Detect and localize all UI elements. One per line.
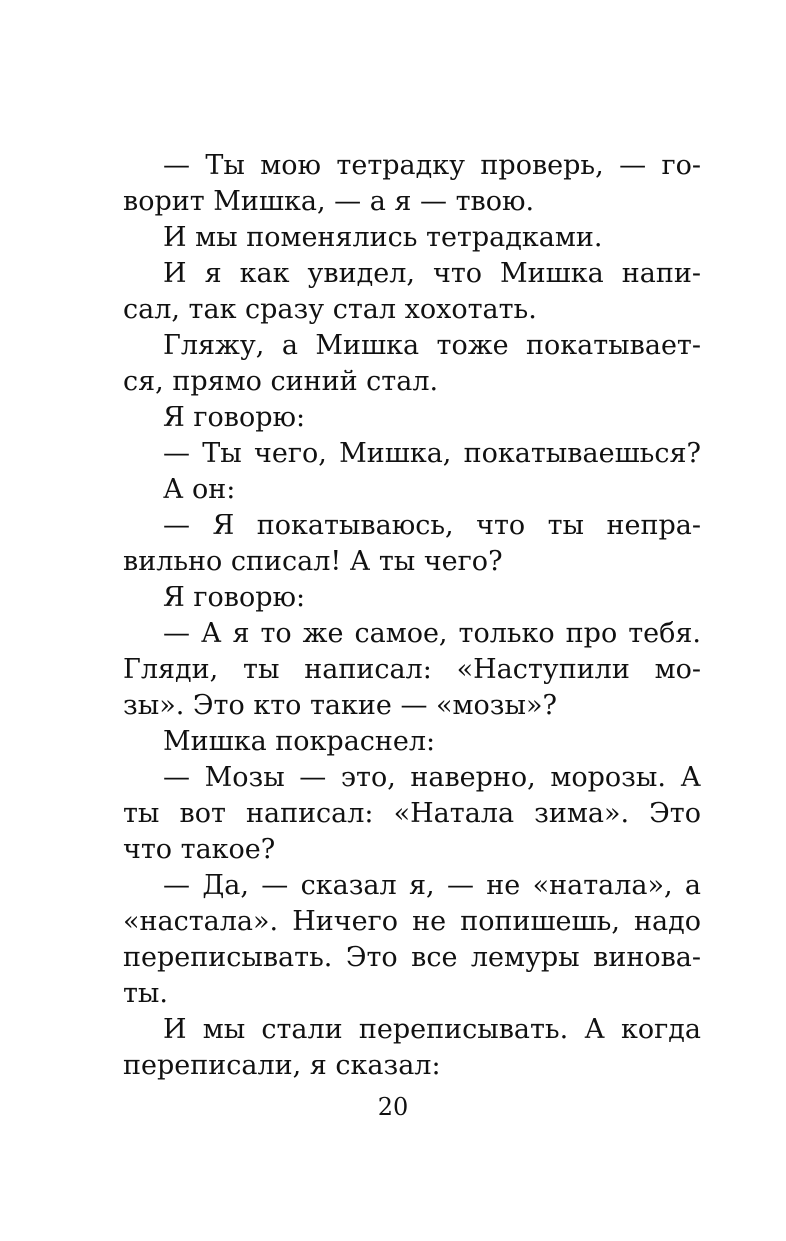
text-line: Мишка покраснел: bbox=[163, 726, 436, 757]
text-line: ворит Мишка, — а я — твою. bbox=[123, 186, 535, 217]
text-line: переписывать. Это все лемуры винова- bbox=[123, 942, 701, 973]
text-line: Я говорю: bbox=[163, 402, 306, 433]
text-line: — Я покатываюсь, что ты непра- bbox=[163, 510, 701, 541]
text-line: что такое? bbox=[123, 834, 276, 865]
text-line: И мы поменялись тетрадками. bbox=[163, 222, 603, 253]
text-line: — Ты чего, Мишка, покатываешься? bbox=[163, 438, 701, 469]
text-line: ты. bbox=[123, 978, 169, 1009]
text-line: И мы стали переписывать. А когда bbox=[163, 1014, 701, 1045]
text-line: зы». Это кто такие — «мозы»? bbox=[123, 690, 558, 721]
text-line: И я как увидел, что Мишка напи- bbox=[163, 258, 701, 289]
page-number: 20 bbox=[377, 1093, 409, 1121]
text-line: сал, так сразу стал хохотать. bbox=[123, 294, 537, 325]
text-line: Гляжу, а Мишка тоже покатывает- bbox=[163, 330, 701, 361]
text-line: — Да, — сказал я, — не «натала», а bbox=[163, 870, 701, 901]
text-line: ты вот написал: «Натала зима». Это bbox=[123, 798, 701, 829]
text-line: А он: bbox=[163, 474, 236, 505]
text-line: ся, прямо синий стал. bbox=[123, 366, 439, 397]
text-line: — Ты мою тетрадку проверь, — го- bbox=[163, 150, 701, 181]
text-line: вильно списал! А ты чего? bbox=[123, 546, 503, 577]
text-line: — Мозы — это, наверно, морозы. А bbox=[163, 762, 701, 793]
text-line: переписали, я сказал: bbox=[123, 1050, 441, 1081]
text-line: — А я то же самое, только про тебя. bbox=[163, 618, 701, 649]
text-line: «настала». Ничего не попишешь, надо bbox=[123, 906, 701, 937]
text-line: Я говорю: bbox=[163, 582, 306, 613]
text-line: Гляди, ты написал: «Наступили мо- bbox=[123, 654, 701, 685]
